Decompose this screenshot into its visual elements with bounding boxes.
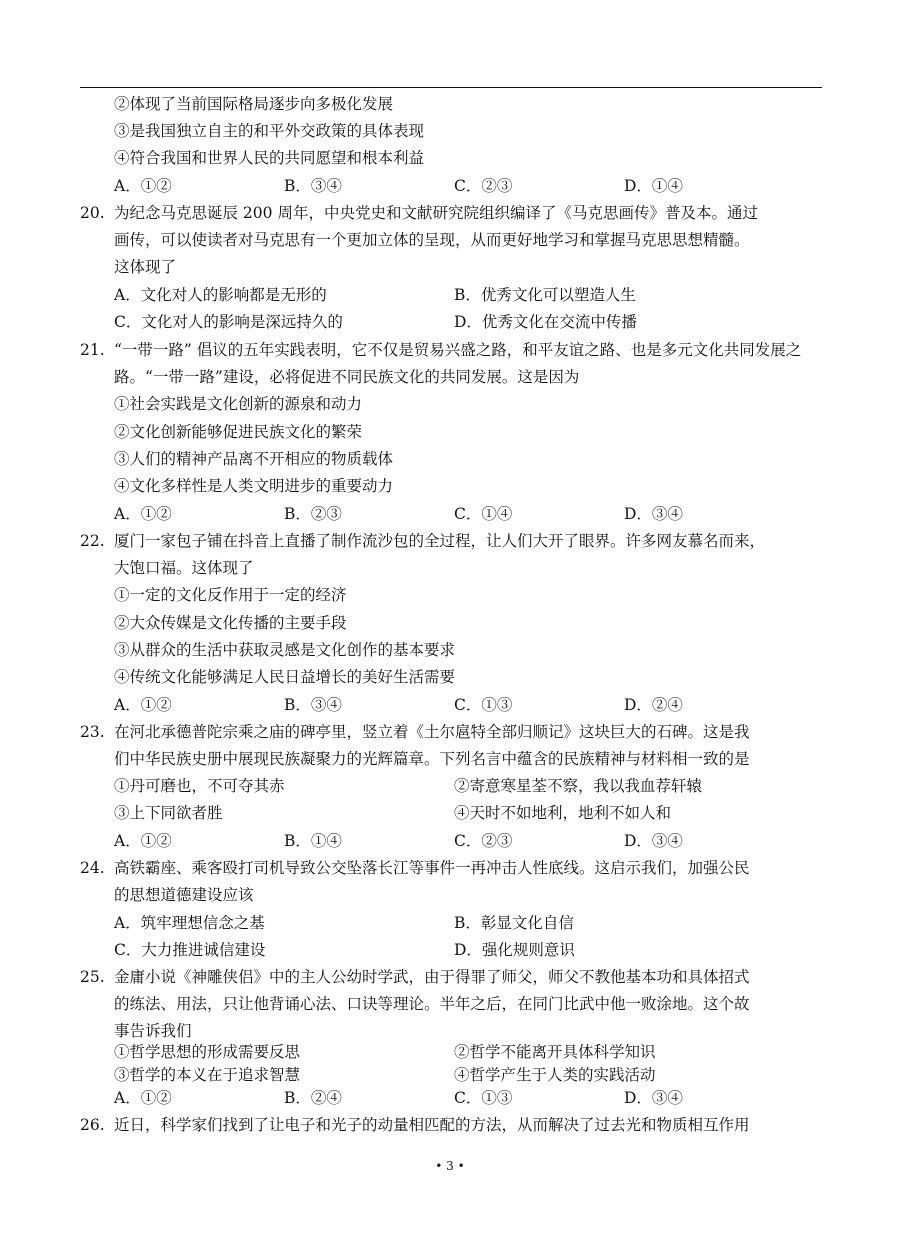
q22-option-c: C．①③ — [454, 696, 513, 714]
q19-item-4: ④符合我国和世界人民的共同愿望和根本利益 — [114, 149, 425, 167]
q23-option-c: C．②③ — [454, 832, 513, 850]
q21-option-a: A．①② — [114, 505, 172, 523]
q19-option-b: B．③④ — [284, 177, 342, 195]
q23-item-2: ②寄意寒星荃不察，我以我血荐轩辕 — [454, 777, 703, 795]
q23-stem-line: 们中华民族史册中展现民族凝聚力的光辉篇章。下列名言中蕴含的民族精神与材料相一致的是 — [114, 750, 750, 768]
q23-item-4: ④天时不如地利，地利不如人和 — [454, 804, 672, 822]
q25-item-2: ②哲学不能离开具体科学知识 — [454, 1043, 656, 1061]
q21-item-2: ②文化创新能够促进民族文化的繁荣 — [114, 423, 363, 441]
q19-option-a: A．①② — [114, 177, 172, 195]
q20-option-c: C．文化对人的影响是深远持久的 — [114, 313, 343, 331]
q22-item-4: ④传统文化能够满足人民日益增长的美好生活需要 — [114, 668, 456, 686]
q19-item-2: ②体现了当前国际格局逐步向多极化发展 — [114, 95, 394, 113]
q24-option-b: B．彰显文化自信 — [454, 914, 574, 932]
q22-item-1: ①一定的文化反作用于一定的经济 — [114, 586, 347, 604]
q22-option-d: D．②④ — [624, 696, 683, 714]
q23-stem-line: 在河北承德普陀宗乘之庙的碑亭里，竖立着《土尔扈特全部归顺记》这块巨大的石碑。这是我 — [114, 723, 750, 741]
q25-item-3: ③哲学的本义在于追求智慧 — [114, 1066, 301, 1084]
q25-option-c: C．①③ — [454, 1089, 513, 1107]
page-number: • 3 • — [435, 1159, 465, 1173]
q20-option-a: A．文化对人的影响都是无形的 — [114, 286, 327, 304]
q19-item-3: ③是我国独立自主的和平外交政策的具体表现 — [114, 122, 425, 140]
q22-number: 22. — [80, 532, 105, 550]
q21-option-d: D．③④ — [624, 505, 683, 523]
q25-option-d: D．③④ — [624, 1089, 683, 1107]
q22-option-b: B．③④ — [284, 696, 342, 714]
q25-item-1: ①哲学思想的形成需要反思 — [114, 1043, 301, 1061]
q21-option-c: C．①④ — [454, 505, 513, 523]
q21-item-3: ③人们的精神产品离不开相应的物质载体 — [114, 450, 394, 468]
q23-option-b: B．①④ — [284, 832, 342, 850]
q25-stem-line: 事告诉我们 — [114, 1022, 192, 1040]
q24-option-a: A．筑牢理想信念之基 — [114, 914, 265, 932]
q23-option-d: D．③④ — [624, 832, 683, 850]
q25-item-4: ④哲学产生于人类的实践活动 — [454, 1066, 656, 1084]
q25-stem-line: 金庸小说《神雕侠侣》中的主人公幼时学武，由于得罪了师父，师父不教他基本功和具体招式 — [114, 968, 750, 986]
q24-option-c: C．大力推进诚信建设 — [114, 941, 266, 959]
q24-stem-line: 的思想道德建设应该 — [114, 886, 254, 904]
q21-item-1: ①社会实践是文化创新的源泉和动力 — [114, 395, 363, 413]
q23-option-a: A．①② — [114, 832, 172, 850]
q19-option-d: D．①④ — [624, 177, 683, 195]
q25-option-b: B．②④ — [284, 1089, 342, 1107]
q20-stem-line: 为纪念马克思诞辰 200 周年，中央党史和文献研究院组织编译了《马克思画传》普及本。通过 — [114, 204, 758, 222]
q21-item-4: ④文化多样性是人类文明进步的重要动力 — [114, 477, 394, 495]
q20-option-d: D．优秀文化在交流中传播 — [454, 313, 637, 331]
q25-number: 25. — [80, 968, 105, 986]
header-rule — [80, 87, 822, 88]
q20-stem-line: 这体现了 — [114, 258, 177, 276]
q21-number: 21. — [80, 341, 105, 359]
q24-number: 24. — [80, 859, 105, 877]
q22-option-a: A．①② — [114, 696, 172, 714]
q23-item-3: ③上下同欲者胜 — [114, 804, 223, 822]
q26-number: 26. — [80, 1116, 105, 1134]
q22-stem-line: 厦门一家包子铺在抖音上直播了制作流沙包的全过程，让人们大开了眼界。许多网友慕名而来， — [114, 532, 766, 550]
q26-stem-line: 近日，科学家们找到了让电子和光子的动量相匹配的方法，从而解决了过去光和物质相互作用 — [114, 1116, 750, 1134]
q20-stem-line: 画传，可以使读者对马克思有一个更加立体的呈现，从而更好地学习和掌握马克思思想精髓。 — [114, 231, 750, 249]
q22-item-3: ③从群众的生活中获取灵感是文化创作的基本要求 — [114, 641, 456, 659]
q22-item-2: ②大众传媒是文化传播的主要手段 — [114, 614, 347, 632]
q22-stem-line: 大饱口福。这体现了 — [114, 559, 254, 577]
q24-option-d: D．强化规则意识 — [454, 941, 575, 959]
q25-option-a: A．①② — [114, 1089, 172, 1107]
q21-stem-line: 路。“一带一路”建设，必将促进不同民族文化的共同发展。这是因为 — [114, 368, 580, 386]
q23-item-1: ①丹可磨也，不可夺其赤 — [114, 777, 285, 795]
q23-number: 23. — [80, 723, 105, 741]
q25-stem-line: 的练法、用法，只让他背诵心法、口诀等理论。半年之后，在同门比武中他一败涂地。这个故 — [114, 995, 750, 1013]
q19-option-c: C．②③ — [454, 177, 513, 195]
q21-option-b: B．②③ — [284, 505, 342, 523]
q24-stem-line: 高铁霸座、乘客殴打司机导致公交坠落长江等事件一再冲击人性底线。这启示我们，加强公民 — [114, 859, 750, 877]
q20-option-b: B．优秀文化可以塑造人生 — [454, 286, 636, 304]
q21-stem-line: “一带一路” 倡议的五年实践表明，它不仅是贸易兴盛之路，和平友谊之路、也是多元文化共同发展之 — [114, 341, 802, 359]
q20-number: 20. — [80, 204, 105, 222]
